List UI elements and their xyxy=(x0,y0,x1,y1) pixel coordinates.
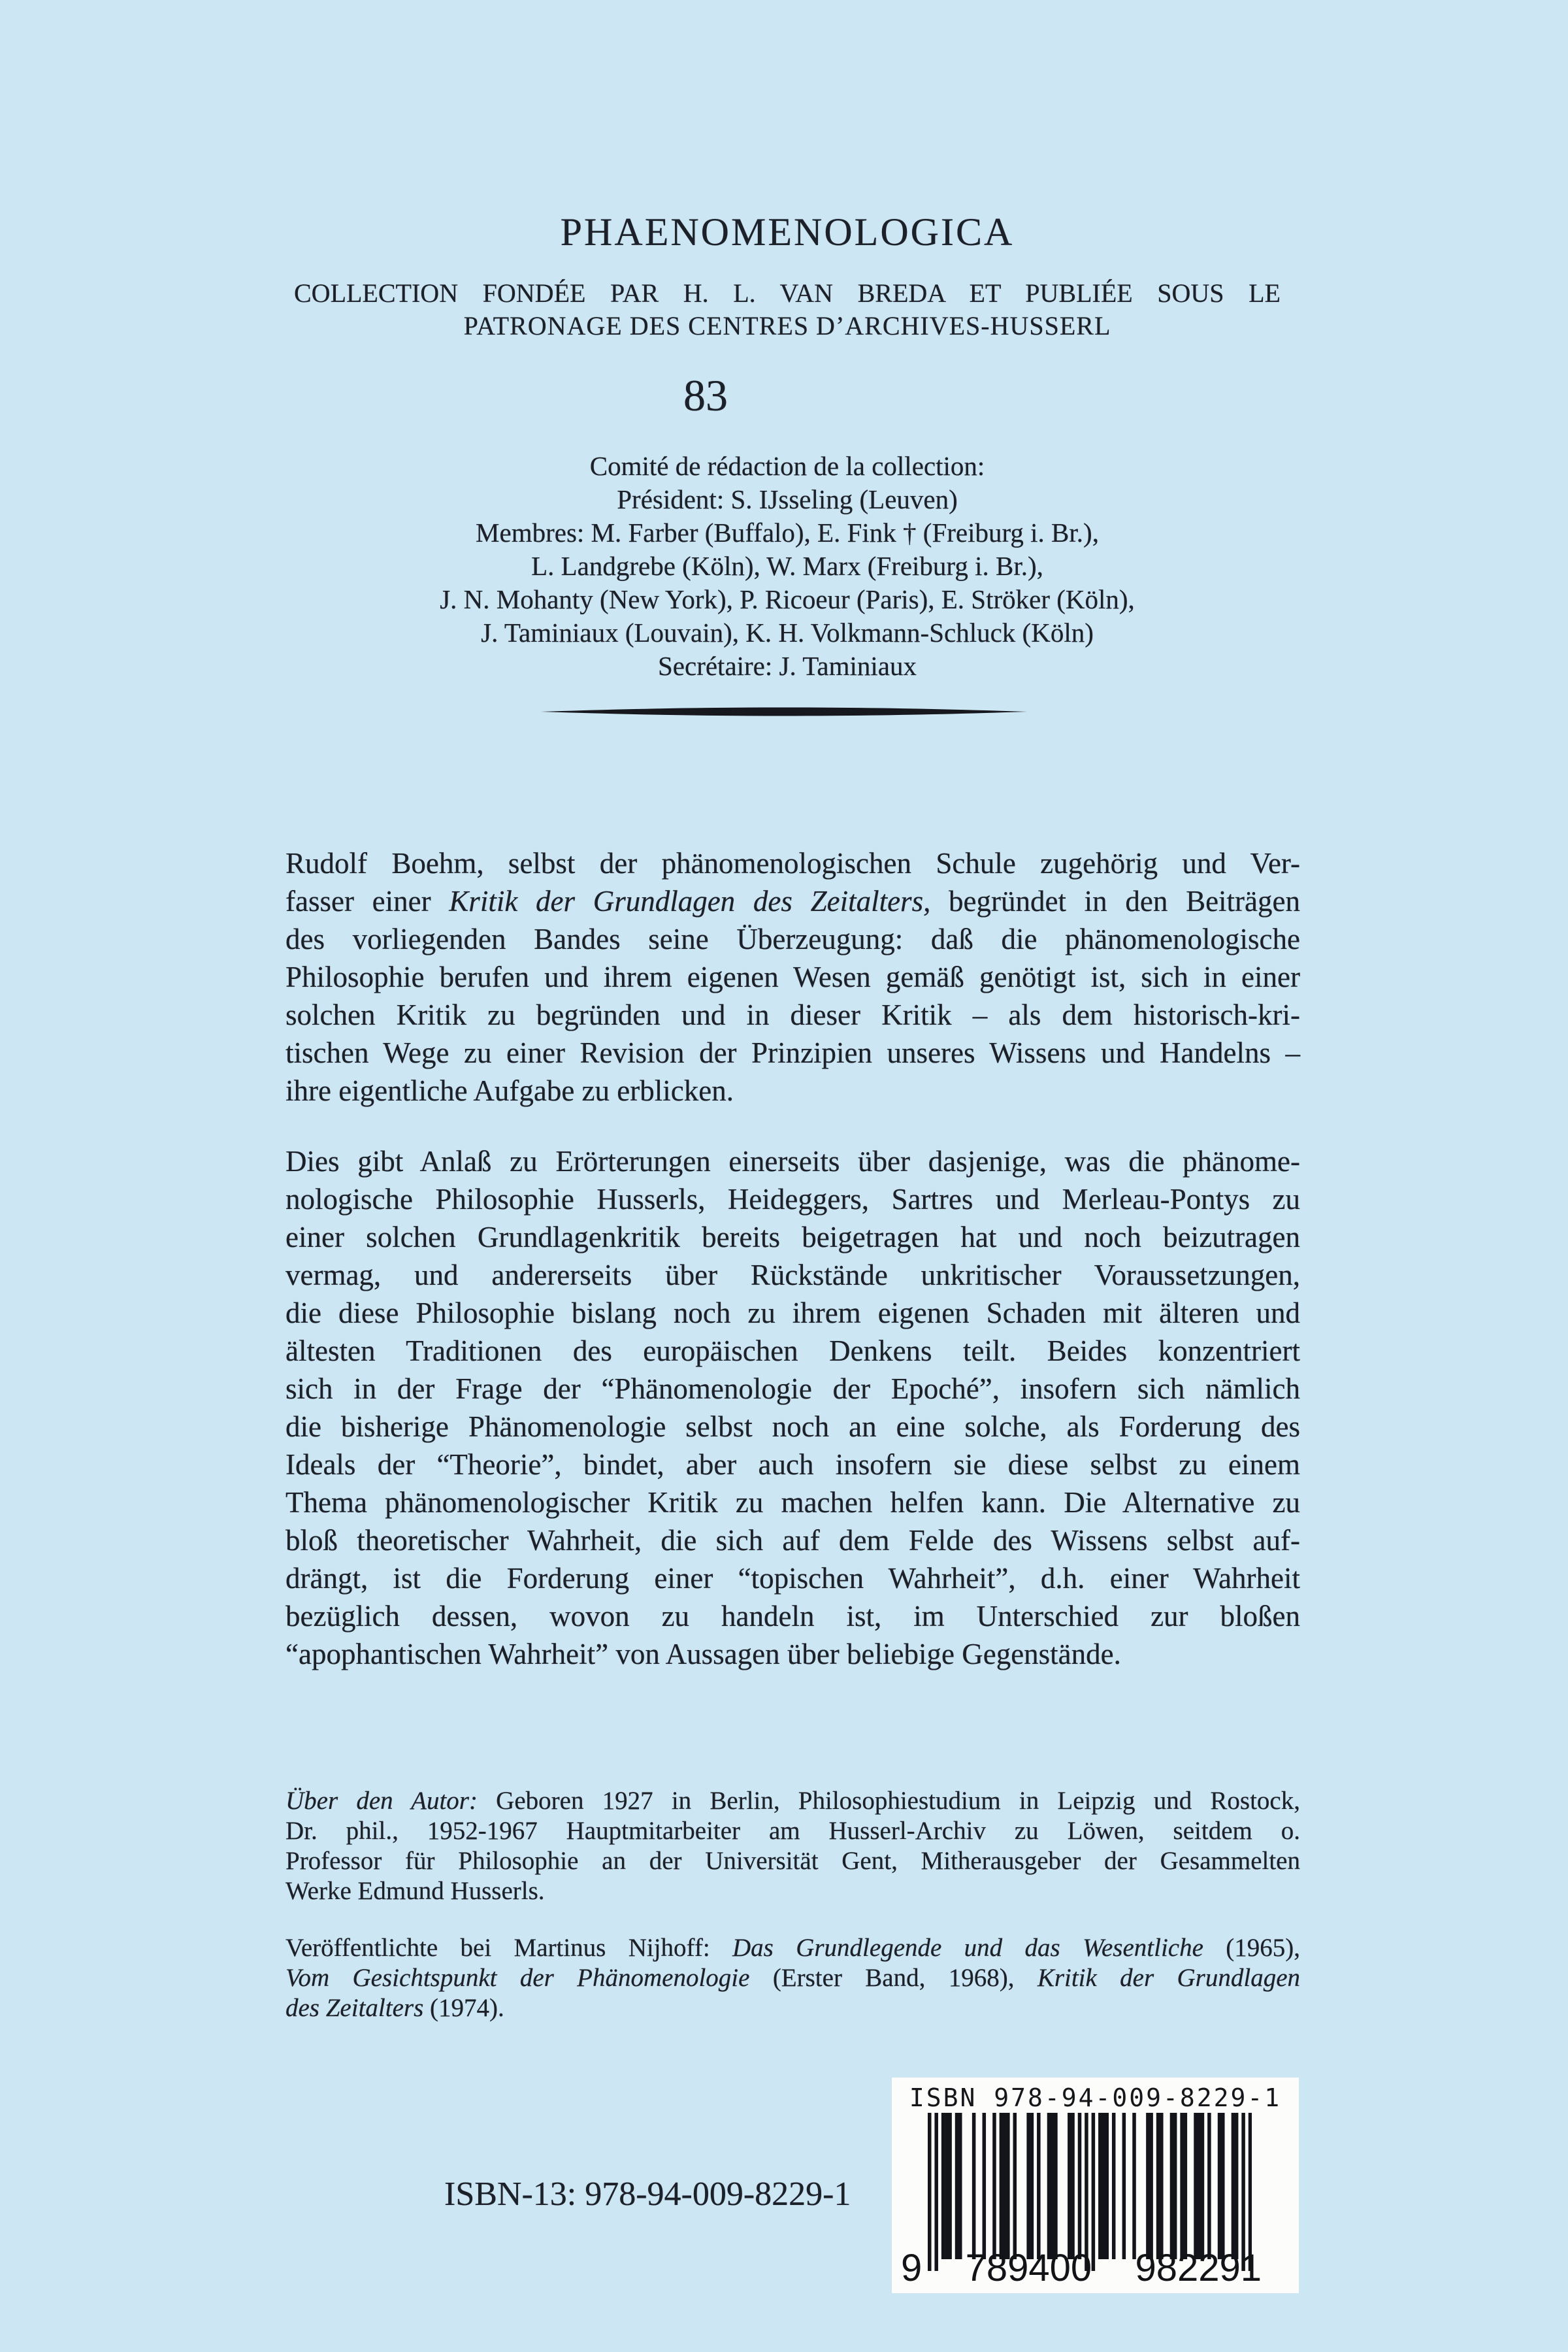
text-line: Comité de rédaction de la collection: xyxy=(589,451,985,481)
text-line: Dies gibt Anlaß zu Erörterungen einerseits über dasjenige, was die phänome- xyxy=(286,1145,1300,1178)
text-line: fasser einer Kritik der Grundlagen des Zeitalters, begründet in den Beiträgen xyxy=(286,885,1300,918)
isbn-barcode-panel xyxy=(892,2078,1299,2293)
text-line: Werke Edmund Husserls. xyxy=(286,1877,545,1905)
text-line: Veröffentlichte bei Martinus Nijhoff: Das Grundlegende und das Wesentliche (1965), xyxy=(286,1934,1300,1962)
barcode-digit-group1: 789400 xyxy=(965,2247,1092,2289)
text-line: ihre eigentliche Aufgabe zu erblicken. xyxy=(286,1074,734,1107)
text-line: Philosophie berufen und ihrem eigenen Wesen gemäß genötigt ist, sich in einer xyxy=(286,961,1300,993)
text-line: Thema phänomenologischer Kritik zu machen helfen kann. Die Alternative zu xyxy=(286,1486,1300,1519)
series-title: PHAENOMENOLOGICA xyxy=(560,210,1015,254)
publications-note xyxy=(286,1933,1300,2023)
text-line: Dr. phil., 1952-1967 Hauptmitarbeiter am Husserl-Archiv zu Löwen, seitdem o. xyxy=(286,1817,1300,1845)
text-line: nologische Philosophie Husserls, Heideggers, Sartres und Merleau-Pontys zu xyxy=(286,1183,1300,1216)
editorial-committee xyxy=(196,450,1379,683)
text-line: bezüglich dessen, wovon zu handeln ist, im Unterschied zur bloßen xyxy=(286,1600,1300,1632)
series-subtitle-line1: COLLECTION FONDÉE PAR H. L. VAN BREDA ET PUBLIÉE SOUS LE xyxy=(294,278,1281,308)
text-line: Président: S. IJsseling (Leuven) xyxy=(617,484,958,514)
text-line: Membres: M. Farber (Buffalo), E. Fink † (Freiburg i. Br.), xyxy=(476,518,1099,548)
text-line: L. Landgrebe (Köln), W. Marx (Freiburg i. Br.), xyxy=(531,551,1043,581)
barcode-digit-lead: 9 xyxy=(901,2247,923,2289)
blurb-paragraph-1 xyxy=(286,844,1300,1110)
text-line: tischen Wege zu einer Revision der Prinzipien unseres Wissens und Handelns – xyxy=(286,1036,1300,1069)
text-line: Vom Gesichtspunkt der Phänomenologie (Erster Band, 1968), Kritik der Grundlagen xyxy=(286,1964,1301,1992)
volume-number: 83 xyxy=(683,371,728,420)
text-line: des vorliegenden Bandes seine Überzeugung: daß die phänomenologische xyxy=(286,923,1300,955)
text-line: sich in der Frage der “Phänomenologie der Epoché”, insofern sich nämlich xyxy=(286,1372,1300,1405)
text-line: “apophantischen Wahrheit” von Aussagen über beliebige Gegenstände. xyxy=(286,1638,1121,1670)
text-line: Ideals der “Theorie”, bindet, aber auch insofern sie diese selbst zu einem xyxy=(286,1448,1300,1481)
blurb-paragraph-2 xyxy=(286,1142,1300,1673)
text-line: Secrétaire: J. Taminiaux xyxy=(658,651,917,681)
barcode-digit-group2: 982291 xyxy=(1135,2247,1262,2289)
text-line: Über den Autor: Geboren 1927 in Berlin, Philosophiestudium in Leipzig und Rostock, xyxy=(286,1787,1300,1815)
text-line: solchen Kritik zu begründen und in dieser Kritik – als dem historisch-kri- xyxy=(286,999,1300,1031)
barcode-isbn-text: ISBN 978-94-009-8229-1 xyxy=(909,2083,1282,2112)
tapered-divider-rule xyxy=(541,706,1027,718)
text-line: J. N. Mohanty (New York), P. Ricoeur (Paris), E. Ströker (Köln), xyxy=(440,584,1135,614)
tapered-rule-shape xyxy=(541,706,1027,718)
text-line: Professor für Philosophie an der Universität Gent, Mitherausgeber der Gesammelten xyxy=(286,1847,1300,1875)
text-line: des Zeitalters (1974). xyxy=(286,1994,504,2022)
barcode-digits-row xyxy=(901,2249,1262,2288)
text-line: die bisherige Phänomenologie selbst noch an eine solche, als Forderung des xyxy=(286,1410,1300,1443)
about-author-note xyxy=(286,1786,1300,1906)
text-line: bloß theoretischer Wahrheit, die sich auf dem Felde des Wissens selbst auf- xyxy=(286,1524,1300,1557)
isbn13-text: ISBN-13: 978-94-009-8229-1 xyxy=(444,2176,851,2213)
series-subtitle xyxy=(294,277,1281,342)
text-line: drängt, ist die Forderung einer “topischen Wahrheit”, d.h. einer Wahrheit xyxy=(286,1562,1300,1595)
text-line: ältesten Traditionen des europäischen Denkens teilt. Beides konzentriert xyxy=(286,1334,1300,1367)
text-line: vermag, und andererseits über Rückstände unkritischer Voraussetzungen, xyxy=(286,1259,1300,1291)
series-subtitle-line2: PATRONAGE DES CENTRES D’ARCHIVES-HUSSERL xyxy=(463,311,1111,340)
text-line: Rudolf Boehm, selbst der phänomenologischen Schule zugehörig und Ver- xyxy=(286,847,1300,880)
text-line: einer solchen Grundlagenkritik bereits beigetragen hat und noch beizutragen xyxy=(286,1221,1300,1253)
text-line: die diese Philosophie bislang noch zu ihrem eigenen Schaden mit älteren und xyxy=(286,1297,1300,1329)
text-line: J. Taminiaux (Louvain), K. H. Volkmann-Schluck (Köln) xyxy=(481,618,1094,648)
